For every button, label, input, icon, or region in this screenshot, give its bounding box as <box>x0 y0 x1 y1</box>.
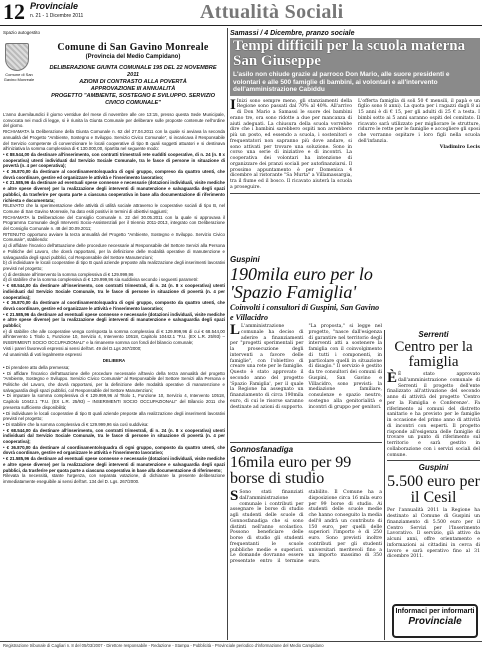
article-title: Centro per la famiglia <box>394 339 473 370</box>
article-text <box>387 372 480 458</box>
page-footer: Registrazione tribunale di Cagliari n. 8 del 05/03/2007 - Direttore responsabile - Redazione - Stampa - Pubblicità - Provinciale periodico d'informazione del Medio Campidano <box>0 641 482 657</box>
body-paragraph: c) di destinare all'intervento la somma complessiva di € 129.999,96 <box>3 271 134 277</box>
section-title: Attualità Sociali <box>200 1 344 23</box>
page-number: 12 <box>3 0 25 24</box>
right-column <box>387 330 480 560</box>
drop-cap: I <box>230 96 236 113</box>
article-subtitle: L'asilo non chiude grazie al parroco Don Mario, alle suore presidenti e volontari e alle 500 famiglie di bambini, ai volontari e all'intervento dell'amministrazione Cabiddu <box>230 70 480 96</box>
article-text <box>230 324 382 410</box>
newspaper-logo: Provinciale <box>30 1 79 11</box>
delibera-paragraph: • Di individuare le locali cooperative di tipo B quali aziende preposte alla realizzazione degli inserimenti lavorativi previsti nel progetto; <box>3 410 225 422</box>
crest-caption: Comune di San Gavino Monreale <box>3 72 35 82</box>
article-place: Guspini <box>230 255 260 264</box>
article-body: È stato approvato dall'amministrazione comunale di Serrenti il progetto dell'ente finalizzato all'attivazione del secondo anno di attività del progetto 'Centro per la Famiglia e Conferenze'. Fa riferimento ai comuni del distretto sanitario e ha previsto per le famiglie in occasione del primo anno di attività di incontri con esperti. Il progetto risponde all'esigenza delle famiglie di trovare un punto di riferimento sul territorio e sarà gestito in collaborazione con i servizi sociali del comune. <box>387 372 480 458</box>
article-place: Gonnosfanadiga <box>230 445 294 454</box>
article-author: Vladimiro Lecis <box>439 144 480 150</box>
article-place: Guspini <box>418 463 449 473</box>
body-paragraph: RITENUTO opportuno avviare la terza annualità del Progetto "Ambiente, Sostegno e Sviluppo. Servizio Civico Comunale", stabilendo: <box>3 231 225 243</box>
body-paragraph: a) di affidare l'incarico dell'attuazione delle procedure necessarie al Responsabile del Settore Servizi alla Persona e Politiche del Lavoro, che dovrà rapportarsi, per la definizione delle modalità operative di manutenzione e salvaguardia degli spazi pubblici, col Responsabile del Settore Manutenzioni; <box>3 243 225 260</box>
body-paragraph: Ad unanimità di voti legalmente espressi <box>3 351 82 357</box>
article-body: L'amministrazione comunale ha deciso di aderire a finanziamenti per "progetti sperimentali per la prosecuzione degli interventi a favore delle famiglie", con l'obiettivo di creare una rete per le famiglie. Questo è stato approvato il secondo anno del progetto 'Spazio Famiglia', per il quale la Regione ha assegnato un finanziamento di circa 190mila euro, di cui le risorse saranno destinate ad azioni di supporto. "La proposta," si legge nel progetto, "nasce dall'esigenza di garantire nel territorio degli interventi atti a sostenere la famiglia con il coinvolgimento di tutti i componenti, in particolare quelli in situazione di disagio." Il servizio è gestito da tre consultori dei comuni di Guspini, San Gavino e Villacidro, sono previsti: la mediazione familiare, consulenze e spazio neutro, sostegno alla genitorialità e incontri di gruppo per genitori. <box>230 324 382 410</box>
body-paragraph: • € 21.585,96 da destinare ad eventuali spese connesse e necessarie (dotazioni individuali, visite mediche e altre spese diverse) per la realizzazione degli interventi di manutenzione e salvaguardia degli spazi pubblici; <box>3 311 225 329</box>
body-paragraph: RILEVATO che la sperimentazione delle attività di utilità sociale attraverso le cooperative sociali di tipo B, nel Comune di San Gavino Monreale, ha dato esiti positivi in termini di obiettivi raggiunti; <box>3 203 225 214</box>
delibera-heading: DELIBERA <box>102 358 126 364</box>
body-paragraph: d) di stabilire che la somma complessiva di € 129.999,96 sia suddivisa secondo i seguenti parametri: <box>3 277 199 283</box>
comune-subtitle: (Provincia del Medio Campidano) <box>85 54 181 60</box>
left-column-notice <box>3 30 225 640</box>
divider <box>387 460 480 461</box>
gonnosfanadiga-article <box>230 440 382 565</box>
drop-cap: S <box>230 488 239 504</box>
column-divider <box>384 330 385 640</box>
article-columns <box>230 96 480 191</box>
body-paragraph: • € 68.544,00 da destinare all'inserimento, con contratti trimestrali, di n. 24 (n. 8 x cooperativa) utenti individuati dal Servizio Sociale Comunale, tra le fasce di persone in situazione di povertà (n. 4 per cooperativa); <box>3 283 225 300</box>
article-subtitle: Coinvolti i consultori di Guspini, San Gavino e Villacidro <box>230 303 380 322</box>
deliberation-line: AZIONI DI CONTRASTO ALLA POVERTÀ <box>79 79 187 85</box>
comune-title: Comune di San Gavino Monreale <box>57 42 209 53</box>
delibera-paragraph: • Di prendere atto della premessa; <box>3 364 70 370</box>
delibera-paragraph: • Di affidare l'incarico dell'attuazione delle procedure necessarie all'avvio della terza annualità del progetto "Ambiente, Sostegno e Sviluppo. Servizio Civico Comunale" al Responsabile del Settore Servizi alla Persona e Politiche del Lavoro, che dovrà rapportarsi, per la definizione delle modalità operative di manutenzione e salvaguardia degli spazi pubblici, col Responsabile del Settore Manutenzioni; <box>3 370 225 393</box>
divider <box>230 442 382 443</box>
delibera-paragraph: • € 68.544,00 da destinare all'inserimento, con contratti trimestrali, di n. 24 (n. 8 x cooperativa) utenti individuati dal Servizio Sociale Comunale, tra le fasce di persone in situazione di povertà (n. 4 per cooperativa); <box>3 427 225 445</box>
article-title: 190mila euro per lo 'Spazio Famiglia' <box>230 264 373 302</box>
drop-cap: L <box>230 322 241 338</box>
delibera-paragraph: • Di imputare la somma complessiva di € 129.999,96 al Titolo 1, Funzione 10, Servizio 4, Intervento 10518, Capitolo 10442.1 "F.U. (EX L.R. 25/93) – INSERIMENTI SOCIO OCCUPAZIONALI" del Bilancio 2011 che presenta sufficiente disponibilità; <box>3 393 225 410</box>
body-paragraph: b) di individuare le locali cooperative di tipo B quali aziende preposte alla realizzazione degli inserimenti lavorativi previsti nel progetto; <box>3 260 225 271</box>
article-body: Sono stati finanziati dall'amministrazione comunale i contributi per assegnare le borse di studio agli studenti delle scuole di Gonnosfanadiga che si sono distinti nell'anno scolastico. Possono beneficiare delle borse di studio gli studenti frequentanti le scuole pubbliche medie e superiori. Le domande dovranno essere presentate entro il termine stabilito. Il Comune ha a disposizione circa 16 mila euro per 99 borse di studio. Ai studenti delle scuole medie che hanno conseguito la media dell'8 andrà un contributo di 150 euro, per quelli delle superiori l'importo è di 250 euro. Sono previsti inoltre contributi per gli studenti universitari meritevoli fino a un importo massimo di 350 euro. <box>230 490 382 564</box>
article-place: Serrenti <box>418 330 449 339</box>
promo-box <box>392 604 478 638</box>
body-paragraph: • € 36.870,00 da destinare al coordinamento/squadra di ogni gruppo, compreso da quattro utenti, che dovrà coordinare, gestire ed organizzare le attività e l'inserimento lavorativo; <box>3 169 225 180</box>
comune-heading <box>43 42 223 61</box>
article-text: L'offerta famiglia di soli 50 € mensili, il papà e un figlio sono 8 anni). La quota per i ragazzi dagli 8 ai 15 anni è di € 15, per gli adulti di 25 € a testa. I bimbi sotto ai 5 anni saranno ospiti del comitato. Il ricavato sarà utilizzato per migliorare le strutture, ridurre le rette per le famiglie e accogliere gli sposi che vorranno ospitare i loro figli nella scuola dell'infanzia. <box>358 98 480 144</box>
deliberation-line: APPROVAZIONE III ANNUALITÀ <box>90 86 176 92</box>
delibera-paragraph: • Di stabilire che la somma complessiva di € 129.999,96 sia così suddivisa: <box>3 421 149 427</box>
article-text: Per l'annualità 2011 la Regione ha destinato al Comune di Guspini un finanziamento di 5.500 euro per il Centro Servizi per l'Inserimento Lavorativo. Il servizio, già attivo da alcuni anni, offre orientamento e informazioni ai cittadini in cerca di lavoro e sarà operativo fino al 31 dicembre 2011. <box>387 508 480 560</box>
article-text <box>230 490 382 565</box>
article-title: Tempi difficili per la scuola materna San Giuseppe <box>230 38 480 70</box>
guspini-article <box>230 255 382 410</box>
deliberation-body <box>3 112 225 485</box>
page-header <box>0 0 482 26</box>
deliberation-line: PROGETTO "AMBIENTE, SOSTEGNO E SVILUPPO. SERVIZIO CIVICO COMUNALE" <box>51 93 215 106</box>
body-paragraph: e) di stabilire che alle cooperative venga corrisposta la somma complessiva di € 129.999,96 di cui € 68.544,00 all'intervento 1 Titolo 1, Funzione 10, Servizio 4, Intervento 10518, Capitolo 10442.1 "F.U. (EX L.R. 25/93) – INSERIMENTI SOCIO OCCUPAZIONALI" e la rimanente somma con fondi del bilancio comunale; <box>3 328 225 346</box>
promo-line: Informaci per informarti <box>395 608 475 615</box>
article-title: 16mila euro per 99 borse di studio <box>230 454 352 487</box>
body-paragraph: • € 36.870,00 da destinare al coordinamento/squadra di ogni gruppo, composto da quattro utenti, che dovrà coordinare, gestire ed organizzare le attività e l'inserimento lavorativo; <box>3 300 225 311</box>
column-divider <box>227 28 228 640</box>
drop-cap: È <box>387 370 398 386</box>
delibera-paragraph: • € 21.585,96 da destinare ad eventuali spese connesse e necessarie (dotazioni individuali, visite mediche e altre spese diverse) per la realizzazione degli interventi di manutenzione e salvaguardia degli spazi pubblici, da trasferire per quota parte a ciascuna cooperativa in base alla documentazione di riferimento; <box>3 456 225 473</box>
article-column <box>230 96 352 191</box>
body-paragraph: • € 88.544,00 da destinare all'inserimento, con contratti trimestrali rete sudditi cooperative, di n. 24 (n. 8 x cooperativa) utenti individuati dal Servizio Sociale Comunale, tra le fasce di persone in situazione di povertà (n. 4 per cooperativa); <box>3 151 225 169</box>
article-text: Inizi sono sempre meno, gli stanziamenti della Regione sono passati dal 70% al 40%. All'arrivo di Don Mario a Samassi le suore dei bambini erano tre, ora sono ridotte a due per mancanza di aiuti adeguati. La chiusura della scuola vorrebbe dire che i bambini sarebbero ospiti non avrebbero più un posto, ed essendo a scuola, i sostenitori e frequentatori non sapranno più dove andare, si sono attivati per trovare una soluzione. Sono in corso una serie di iniziative e di incontri. La cooperativa dei volontari ha intenzione di organizzare dei pranzi sociali per autofinanziarsi. Il prossimo appuntamento è per Domenica 4 dicembre al ristorante "Sa Murta" a Villamassargia, tra il fiume ed il bosco. Il ricavato aiuterà la scuola a proseguire. <box>230 98 352 190</box>
issue-info: n. 21 - 1 Dicembre 2011 <box>30 13 84 19</box>
body-paragraph: RICHIAMATA la Deliberazione del Consiglio Comunale n. 22 del 30.05.2011 con la quale si approvava il Programma Comunale degli Interventi Socio-Assistenziali per il triennio 2011-2013, integrato con Deliberazione del Consiglio Comunale n. 48 del 30.09.2011; <box>3 214 225 232</box>
body-paragraph: RICHIAMATA la Deliberazione della Giunta Comunale n. 62 del 27.04.2011 con la quale si avviava la seconda annualità del Progetto "Ambiente, Sostegno e Sviluppo. Servizio Civico Comunale", si incaricava il Responsabile del Servizio competente di convenzionare le locali cooperative di tipo B quali soggetti attuatori e si destinava all'iniziativa la somma complessiva di € 130.000,00, ripartita nel seguente modo: <box>3 129 225 152</box>
body-paragraph: • € 21.585,96 da destinare ad eventuali spese connesse e necessarie (dotazioni individuali, visite mediche e altre spese diverse) per la realizzazione degli interventi di manutenzione e salvaguardia degli spazi pubblici, da trasferire per quota parte a ciascuna cooperativa in base alla documentazione di riferimento richiesta e documentata; <box>3 180 225 203</box>
deliberation-line: DELIBERAZIONE GIUNTA COMUNALE 195 DEL 22 NOVEMBRE 2011 <box>49 65 217 78</box>
main-article <box>230 30 480 196</box>
divider <box>230 193 480 194</box>
body-paragraph: L'anno duemilaundici il giorno ventidue del mese di novembre alle ore 13:15, presso questa Sede Municipale, convocata nei modi di legge, si è riunita la Giunta Comunale per deliberare sulle proposte contenute nell'ordine del giorno. <box>3 112 225 129</box>
article-kicker: Samassi / 4 Dicembre, pranzo sociale <box>230 30 355 37</box>
deliberation-title <box>43 65 223 107</box>
crest-icon <box>5 43 29 71</box>
promo-logo: Provinciale <box>408 616 462 627</box>
article-column <box>358 99 480 191</box>
body-paragraph: Visti i pareri favorevoli espressi ai sensi dell'art. 49 del D.Lgs 267/2000; <box>3 345 142 351</box>
space-label: Spazio autogestito <box>3 30 41 35</box>
article-title: 5.500 euro per il Cesil <box>387 473 480 507</box>
delibera-paragraph: Rilevata la necessità, stante l'urgenza, con separata votazione, di dichiarare la presente deliberazione immediatamente eseguibile ai sensi dell'art. 134 del D. Lgs. 267/2000. <box>3 473 225 484</box>
delibera-paragraph: • € 36.870,00 da destinare al coordinamento/squadra di ogni gruppo, composto da quattro utenti, che dovrà coordinare, gestire ed organizzare le attività e l'inserimento lavorativo; <box>3 444 225 456</box>
